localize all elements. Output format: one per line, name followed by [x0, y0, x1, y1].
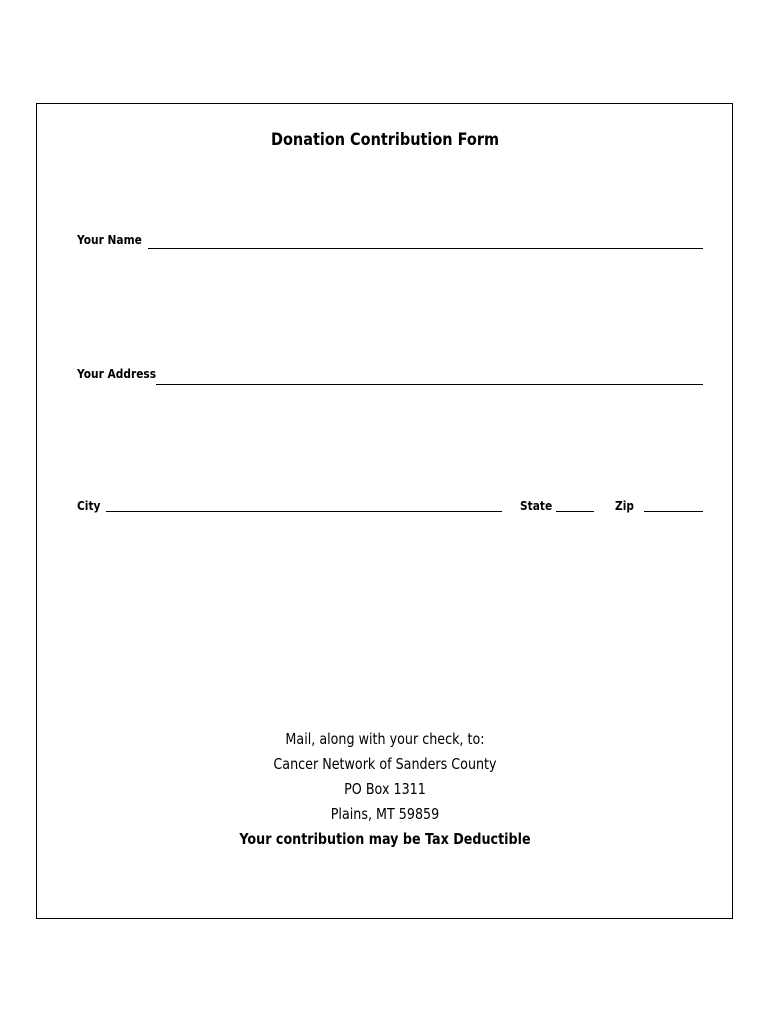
address-field[interactable]: [156, 384, 703, 385]
city-label: City: [77, 498, 101, 513]
zip-label: Zip: [615, 498, 634, 513]
mailing-instructions: [0, 727, 770, 852]
name-field[interactable]: [148, 248, 703, 249]
mail-intro: Mail, along with your check, to:: [285, 730, 485, 748]
state-label: State: [520, 498, 553, 513]
mail-city-state-zip: Plains, MT 59859: [330, 805, 440, 823]
mail-po-box: PO Box 1311: [344, 780, 426, 798]
state-field[interactable]: [556, 511, 594, 512]
form-title: Donation Contribution Form: [270, 130, 500, 150]
mail-organization: Cancer Network of Sanders County: [273, 755, 497, 773]
zip-field[interactable]: [644, 511, 703, 512]
name-label: Your Name: [77, 232, 142, 247]
address-label: Your Address: [77, 366, 157, 381]
city-field[interactable]: [106, 511, 502, 512]
tax-deductible-note: Your contribution may be Tax Deductible: [239, 830, 531, 848]
